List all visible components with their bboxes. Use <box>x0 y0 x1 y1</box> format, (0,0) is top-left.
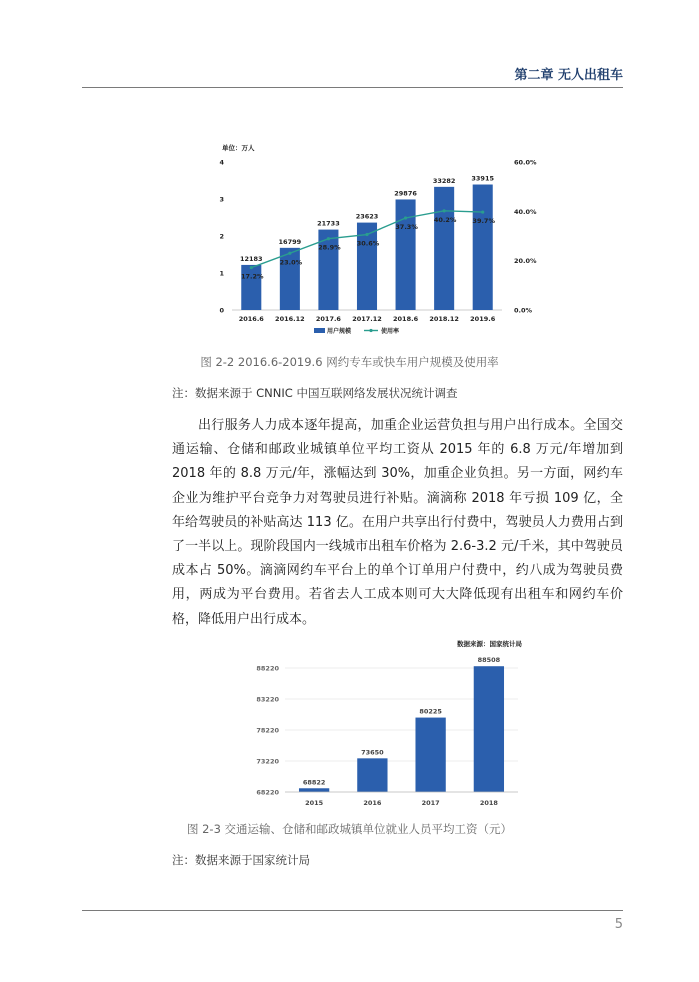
chart2-y-tick: 88220 <box>256 664 279 673</box>
chart1-bar-label: 16799 <box>278 237 302 246</box>
chart1-x-tick: 2016.6 <box>238 315 264 323</box>
chart1-x-tick: 2018.12 <box>429 315 459 323</box>
chart1-legend-bar-swatch <box>314 328 325 333</box>
chart1-usage-label: 23.0% <box>279 258 303 267</box>
chart2-x-tick: 2018 <box>479 799 498 807</box>
figure-2-2-caption: 图 2-2 2016.6-2019.6 网约专车或快车用户规模及使用率 <box>200 355 499 369</box>
chart1-right-tick: 60.0% <box>514 158 537 167</box>
chart1-right-tick: 40.0% <box>514 207 537 216</box>
chart1-usage-point <box>481 210 484 213</box>
chart2-x-tick: 2017 <box>421 799 440 807</box>
chart1-usage-point <box>443 209 446 212</box>
chart2-bar-label: 88508 <box>477 656 501 665</box>
chart2-y-tick: 83220 <box>256 695 279 704</box>
chart1-right-tick: 0.0% <box>514 306 533 315</box>
chart1-left-tick: 3 <box>219 195 224 204</box>
chart2-bar <box>415 718 445 792</box>
chart2-bar <box>474 666 504 792</box>
chart1-usage-label: 30.6% <box>356 239 380 248</box>
chart1-left-tick: 2 <box>219 232 224 241</box>
chart1-bar-label: 12183 <box>239 254 263 263</box>
chart1-legend-line-marker <box>369 329 372 332</box>
footer-rule <box>82 910 623 911</box>
chart2-x-tick: 2016 <box>363 799 382 807</box>
header-rule <box>82 87 623 88</box>
chart1-usage-label: 40.2% <box>433 215 457 224</box>
chart1-legend-line-label: 使用率 <box>381 328 400 335</box>
chart1-bar <box>280 248 300 310</box>
chart1-left-tick: 0 <box>219 306 224 315</box>
chart2-bar <box>299 788 329 792</box>
chart1-left-tick: 4 <box>219 158 224 167</box>
chart1-usage-point <box>327 237 330 240</box>
chart1-bar <box>473 185 493 310</box>
chart1-bar-label: 21733 <box>317 219 340 228</box>
header-title: 第二章 无人出租车 <box>514 68 623 83</box>
chart1-bar-label: 29876 <box>394 189 417 198</box>
chart1-usage-label: 28.9% <box>318 243 341 252</box>
chart1-x-tick: 2018.6 <box>393 315 419 323</box>
chart1-bar-label: 33282 <box>432 176 456 185</box>
chart1-usage-point <box>288 252 291 255</box>
users-usage-chart <box>210 140 550 340</box>
wage-chart <box>215 630 535 812</box>
chart2-bar-label: 80225 <box>419 707 442 716</box>
chart1-legend-bar-label: 用户规模 <box>327 328 352 335</box>
figure-2-2-note: 注：数据来源于 CNNIC 中国互联网络发展状况统计调查 <box>172 386 458 400</box>
chart1-x-tick: 2016.12 <box>275 315 305 323</box>
chart2-y-tick: 73220 <box>256 757 279 766</box>
chart1-bar-label: 23623 <box>355 212 379 221</box>
chart2-x-tick: 2015 <box>305 799 324 807</box>
chart1-bar <box>434 187 454 310</box>
figure-2-3-note: 注：数据来源于国家统计局 <box>172 853 310 867</box>
chart2-source: 数据来源：国家统计局 <box>457 640 522 648</box>
chart1-left-tick: 1 <box>219 269 224 278</box>
chart2-bar-label: 73650 <box>361 748 384 757</box>
chart1-usage-label: 37.3% <box>395 222 418 231</box>
chart1-usage-label: 17.2% <box>241 272 264 281</box>
chart1-usage-point <box>365 233 368 236</box>
page-number: 5 <box>614 917 623 932</box>
chart1-usage-point <box>250 266 253 269</box>
chart2-y-tick: 78220 <box>256 726 279 735</box>
chart2-bar-label: 68822 <box>302 778 326 787</box>
chart2-bar <box>357 758 387 792</box>
chart1-x-tick: 2017.12 <box>352 315 382 323</box>
chart1-x-tick: 2019.6 <box>470 315 496 323</box>
chart1-usage-point <box>404 216 407 219</box>
chart1-right-tick: 20.0% <box>514 257 537 266</box>
chart1-bar-label: 33915 <box>471 174 495 183</box>
chart1-x-tick: 2017.6 <box>315 315 341 323</box>
chart1-unit-label: 单位：万人 <box>222 144 255 152</box>
chart1-usage-label: 39.7% <box>472 217 495 226</box>
figure-2-3-caption: 图 2-3 交通运输、仓储和邮政城镇单位就业人员平均工资（元） <box>186 822 513 836</box>
body-paragraph: 出行服务人力成本逐年提高，加重企业运营负担与用户出行成本。全国交通运输、仓储和邮政业城镇单位平均工资从 2015 年的 6.8 万元/年增加到 2018 年的 8.8 万元/年，涨幅达到 30%，加重企业负担。另一方面，网约车企业为维护平台竞争力对驾驶员进行补贴。滴滴称 2018 年亏损 109 亿，全年给驾驶员的补贴高达 113 亿。在用户共享出行付费中，驾驶员人力费用占到了一半以上。现阶段国内一线城市出租车价格为 2.6-3.2 元/千米，其中驾驶员成本占 50%。滴滴网约车平台上的单个订单用户付费中，约八成为驾驶员费用，两成为平台费用。若省去人工成本则可大大降低现有出租车和网约车价格，降低用户出行成本。 <box>172 418 623 627</box>
chart2-y-tick: 68220 <box>256 788 279 797</box>
